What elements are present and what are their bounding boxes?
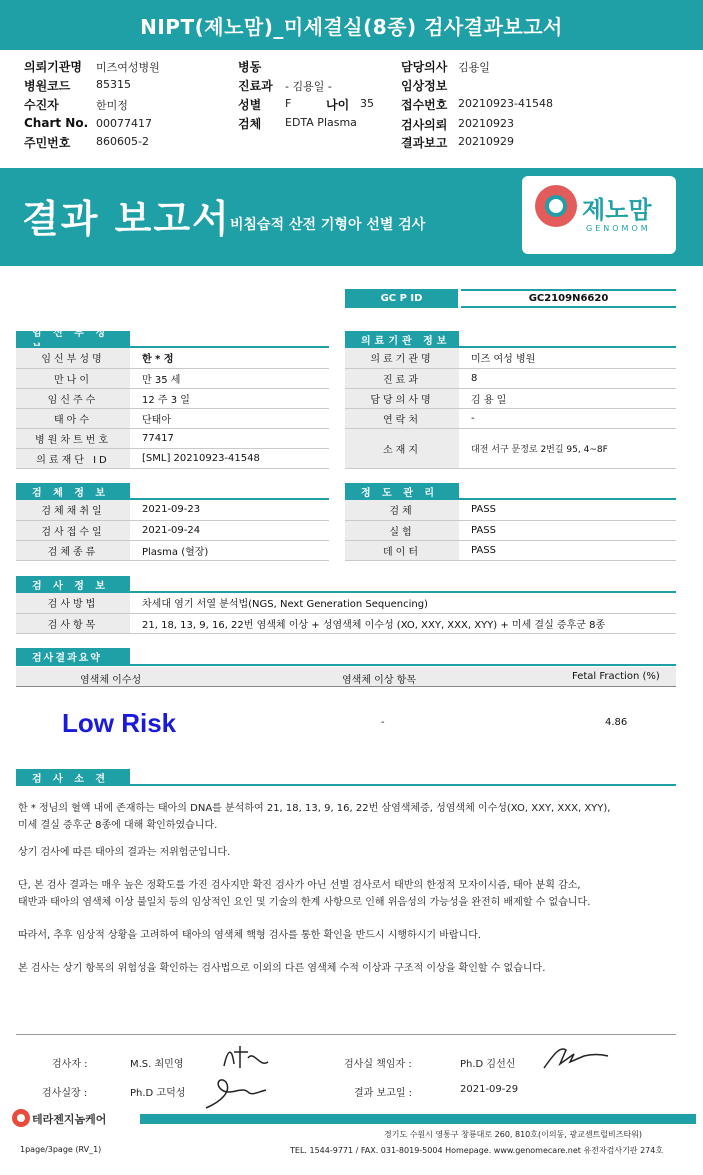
table-row xyxy=(345,500,676,520)
gcpid-value: GC2109N6620 xyxy=(461,289,676,308)
row-value: 2021-09-24 xyxy=(130,520,329,540)
header-value: 한미정 xyxy=(96,99,128,112)
table-row xyxy=(345,368,676,388)
table-row xyxy=(345,348,676,368)
finding-paragraph: 본 검사는 상기 항목의 위험성을 확인하는 검사법으로 이외의 다른 염색체 수적 이상과 구조적 이상을 확인할 수 없습니다. xyxy=(18,963,546,974)
lab-chief-value: Ph.D 고덕성 xyxy=(130,1088,186,1099)
header-label: 성별 xyxy=(238,98,262,112)
header-value: 20210923 xyxy=(458,117,514,130)
row-value: PASS xyxy=(459,520,676,540)
table-row xyxy=(345,428,676,468)
footer-address: 경기도 수원시 영통구 창룡대로 260, 810호(이의동, 광교센트럴비즈타워) xyxy=(384,1130,643,1139)
row-value: PASS xyxy=(459,540,676,560)
table-row xyxy=(16,540,329,560)
specimen-section-header: 검 체 정 보 xyxy=(16,483,130,499)
lab-chief-signature xyxy=(202,1072,272,1114)
banner-title: 결과 보고서 xyxy=(22,197,231,241)
gcpid-label: GC P ID xyxy=(345,289,458,308)
signature-divider xyxy=(16,1034,676,1035)
header-label: 담당의사 xyxy=(401,60,448,74)
section-divider xyxy=(16,784,676,786)
header-value: 00077417 xyxy=(96,117,152,130)
row-label: 의료재단 ID xyxy=(16,448,130,468)
header-value: 860605-2 xyxy=(96,135,149,148)
result-low-risk: Low Risk xyxy=(62,708,177,738)
table-row xyxy=(345,520,676,540)
table-row xyxy=(16,520,329,540)
header-value: 85315 xyxy=(96,78,131,91)
row-value: 2021-09-23 xyxy=(130,500,329,520)
row-value: 21, 18, 13, 9, 16, 22번 염색체 이상 + 성염색체 이수성 (XO, XXY, XXX, XYY) + 미세 결실 증후군 8종 xyxy=(130,613,676,633)
row-value: 한 * 정 xyxy=(130,348,329,368)
finding-paragraph: 한 * 정님의 혈액 내에 존재하는 태아의 DNA를 분석하여 21, 18, 13, 9, 16, 22번 삼염색체증, 성염색체 이수성(XO, XXY, XXX, XYY), xyxy=(18,803,611,814)
summary-section-header: 검사결과요약 xyxy=(16,648,130,664)
row-value: 김 용 일 xyxy=(459,388,676,408)
report-date-value: 2021-09-29 xyxy=(460,1084,519,1095)
report-title: NIPT(제노맘)_미세결실(8종) 검사결과보고서 xyxy=(140,14,563,39)
header-value: 20210923-41548 xyxy=(458,97,553,110)
summary-table-header xyxy=(16,667,676,686)
finding-paragraph: 단, 본 검사 결과는 매우 높은 정확도를 가진 검사지만 확진 검사가 아닌 선별 검사로서 태반의 한정적 모자이시즘, 태아 분획 감소, xyxy=(18,880,581,891)
institution-section-header: 의료기관 정보 xyxy=(345,331,459,347)
table-row xyxy=(16,388,329,408)
table-row xyxy=(16,368,329,388)
row-value: 단태아 xyxy=(130,408,329,428)
header-label: 접수번호 xyxy=(401,98,448,112)
findings-section-header: 검 사 소 견 xyxy=(16,769,130,785)
tester-label: 검사자 : xyxy=(52,1059,88,1070)
header-label: 임상정보 xyxy=(401,79,448,93)
table-row xyxy=(16,613,676,633)
row-label: 검체종류 xyxy=(16,540,130,560)
table-row xyxy=(16,348,329,368)
qc-table xyxy=(345,500,676,561)
header-value: 20210929 xyxy=(458,135,514,148)
lab-chief-label: 검사실장 : xyxy=(42,1088,88,1099)
table-row xyxy=(16,500,329,520)
summary-col-fetal-fraction: Fetal Fraction (%) xyxy=(572,671,660,682)
row-label: 의료기관명 xyxy=(345,348,459,368)
header-value: 미즈여성병원 xyxy=(96,61,160,74)
banner-subtitle: 비침습적 산전 기형아 선별 검사 xyxy=(230,217,426,233)
row-label: 진료과 xyxy=(345,368,459,388)
logo-text: 제노맘 xyxy=(582,196,652,224)
row-value: [SML] 20210923-41548 xyxy=(130,448,329,468)
row-label: 검사방법 xyxy=(16,593,130,613)
header-label: 주민번호 xyxy=(24,136,71,150)
table-row xyxy=(16,593,676,613)
row-value: 77417 xyxy=(130,428,329,448)
row-value: 만 35 세 xyxy=(130,368,329,388)
lab-head-label: 검사실 책임자 : xyxy=(344,1059,412,1070)
row-label: 실험 xyxy=(345,520,459,540)
section-divider xyxy=(16,686,676,687)
row-value: 8 xyxy=(459,368,676,388)
row-label: 데이터 xyxy=(345,540,459,560)
table-row xyxy=(16,448,329,468)
header-label: 의뢰기관명 xyxy=(24,60,82,74)
maternal-section-header: 임 신 부 정 xyxy=(16,331,130,347)
maternal-table xyxy=(16,348,329,469)
row-label: 태아수 xyxy=(16,408,130,428)
header-label: 검사의뢰 xyxy=(401,118,448,132)
finding-paragraph: 미세 결실 증후군 8종에 대해 확인하였습니다. xyxy=(18,820,218,831)
row-label: 검사접수일 xyxy=(16,520,130,540)
table-row xyxy=(345,408,676,428)
specimen-table xyxy=(16,500,329,561)
report-title-bar xyxy=(0,0,703,52)
summary-col-aneuploidy: 염색체 이수성 xyxy=(80,675,142,686)
summary-col-abnormal: 염색체 이상 항목 xyxy=(342,675,416,686)
row-value: - xyxy=(459,408,676,428)
terragen-logo-inner xyxy=(17,1114,25,1122)
row-label: 연락처 xyxy=(345,408,459,428)
report-date-label: 결과 보고일 : xyxy=(354,1088,413,1099)
section-divider xyxy=(16,664,676,666)
row-value: 12 주 3 일 xyxy=(130,388,329,408)
fetal-fraction-value: 4.86 xyxy=(605,717,628,728)
row-label: 임신주수 xyxy=(16,388,130,408)
row-label: 검체채취일 xyxy=(16,500,130,520)
footer-company: 테라젠지놈케어 xyxy=(32,1113,107,1126)
row-label: 담당의사명 xyxy=(345,388,459,408)
test-info-table xyxy=(16,593,676,634)
table-row xyxy=(16,408,329,428)
row-value: PASS xyxy=(459,500,676,520)
header-value: EDTA Plasma xyxy=(285,116,357,129)
row-value: 대전 서구 문정로 2번길 95, 4~8F xyxy=(459,428,676,468)
row-label: 검체 xyxy=(345,500,459,520)
header-value: 35 xyxy=(360,97,374,110)
row-value: 미즈 여성 병원 xyxy=(459,348,676,368)
finding-paragraph: 따라서, 추후 임상적 상황을 고려하여 태아의 염색체 핵형 검사를 통한 확인을 반드시 시행하시기 바랍니다. xyxy=(18,930,482,941)
header-value: 김용일 xyxy=(458,61,490,74)
header-label: 결과보고 xyxy=(401,136,448,150)
lab-head-signature xyxy=(540,1040,612,1074)
row-value: 차세대 염기 서열 분석법(NGS, Next Generation Sequencing) xyxy=(130,593,676,613)
tester-value: M.S. 최민영 xyxy=(130,1059,184,1070)
institution-table xyxy=(345,348,676,469)
header-value: - 김용일 - xyxy=(285,80,332,93)
table-row xyxy=(345,388,676,408)
row-label: 임신부성명 xyxy=(16,348,130,368)
header-label: Chart No. xyxy=(24,116,89,130)
row-label: 검사항목 xyxy=(16,613,130,633)
table-row xyxy=(16,428,329,448)
row-label: 병원차트번호 xyxy=(16,428,130,448)
header-value: F xyxy=(285,97,292,110)
header-label: 나이 xyxy=(326,98,350,112)
logo-subtext: GENOMOM xyxy=(586,224,651,233)
header-label: 병동 xyxy=(238,60,262,74)
header-label: 검체 xyxy=(238,117,262,131)
header-label: 수진자 xyxy=(24,98,59,112)
test-info-section-header: 검 사 정 보 xyxy=(16,576,130,592)
header-label: 진료과 xyxy=(238,79,273,93)
footer-page: 1page/3page (RV_1) xyxy=(20,1145,102,1154)
finding-paragraph: 태반과 태아의 염색체 이상 불일치 등의 임상적인 요인 및 기술의 한계 사항으로 인해 위음성의 가능성을 완전히 배제할 수 없습니다. xyxy=(18,897,591,908)
abnormal-value: - xyxy=(381,717,385,728)
row-label: 소재지 xyxy=(345,428,459,468)
genomom-emblem-inner xyxy=(545,195,567,217)
footer-contact: TEL. 1544-9771 / FAX. 031-8019-5004 Homepage. www.genomecare.net 유전자검사기관 274호 xyxy=(290,1146,664,1155)
tester-signature xyxy=(218,1040,274,1074)
lab-head-value: Ph.D 김선신 xyxy=(460,1059,516,1070)
row-value: Plasma (혈장) xyxy=(130,540,329,560)
footer-bar xyxy=(140,1114,696,1124)
row-label: 만나이 xyxy=(16,368,130,388)
qc-section-header: 정 도 관 리 xyxy=(345,483,459,499)
finding-paragraph: 상기 검사에 따른 태아의 결과는 저위험군입니다. xyxy=(18,847,231,858)
table-row xyxy=(345,540,676,560)
header-label: 병원코드 xyxy=(24,79,71,93)
